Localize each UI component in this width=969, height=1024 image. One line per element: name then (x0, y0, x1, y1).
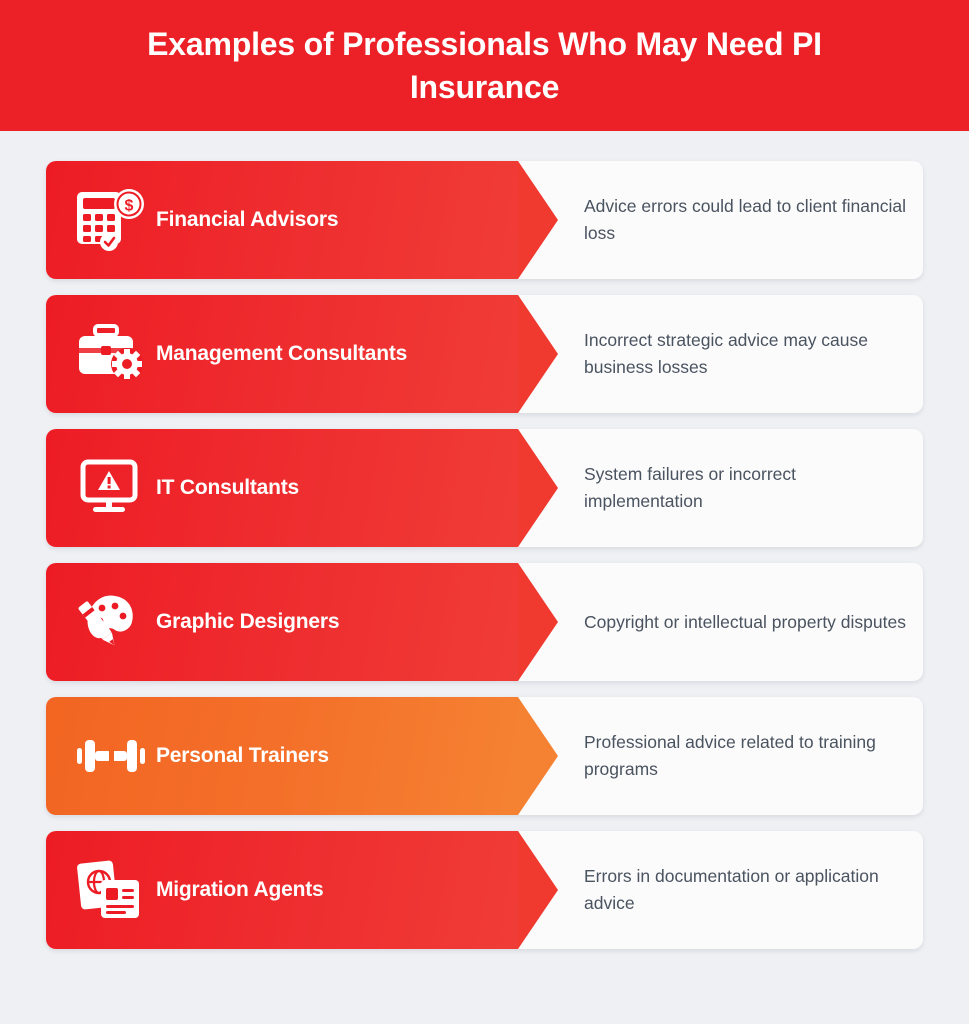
row-description (584, 697, 914, 815)
header (0, 0, 969, 131)
row-label: Financial Advisors (156, 208, 339, 232)
list-item (46, 161, 923, 279)
calculator-dollar-icon (72, 184, 150, 256)
rows-container (0, 131, 969, 949)
row-description-text: Professional advice related to training programs (584, 732, 876, 779)
row-description-text: Advice errors could lead to client financial loss (584, 196, 906, 243)
row-banner[interactable] (46, 429, 518, 547)
row-banner[interactable] (46, 161, 518, 279)
list-item (46, 831, 923, 949)
row-description-text: Incorrect strategic advice may cause business losses (584, 330, 869, 377)
svg-text:$: $ (124, 197, 134, 215)
dumbbell-icon (72, 720, 150, 792)
row-description (584, 295, 914, 413)
row-description (584, 429, 914, 547)
row-description (584, 831, 914, 949)
row-label: Management Consultants (156, 342, 408, 366)
row-label: Personal Trainers (156, 744, 329, 768)
row-description (584, 161, 914, 279)
row-banner[interactable] (46, 831, 518, 949)
passport-globe-icon (72, 854, 150, 926)
list-item (46, 429, 923, 547)
row-description-text: Errors in documentation or application advice (584, 866, 879, 913)
page-title: Examples of Professionals Who May Need PI Insurance (147, 26, 822, 105)
monitor-warning-icon (72, 452, 150, 524)
list-item (46, 697, 923, 815)
row-description (584, 563, 914, 681)
row-description-text: System failures or incorrect implementation (584, 464, 797, 511)
row-banner[interactable] (46, 563, 518, 681)
row-banner[interactable] (46, 697, 518, 815)
row-label: Migration Agents (156, 878, 324, 902)
list-item (46, 563, 923, 681)
row-label: Graphic Designers (156, 610, 340, 634)
row-label: IT Consultants (156, 476, 300, 500)
list-item (46, 295, 923, 413)
row-banner[interactable] (46, 295, 518, 413)
briefcase-gear-icon (72, 318, 150, 390)
pencil-palette-icon (72, 586, 150, 658)
row-description-text: Copyright or intellectual property disputes (584, 611, 906, 632)
